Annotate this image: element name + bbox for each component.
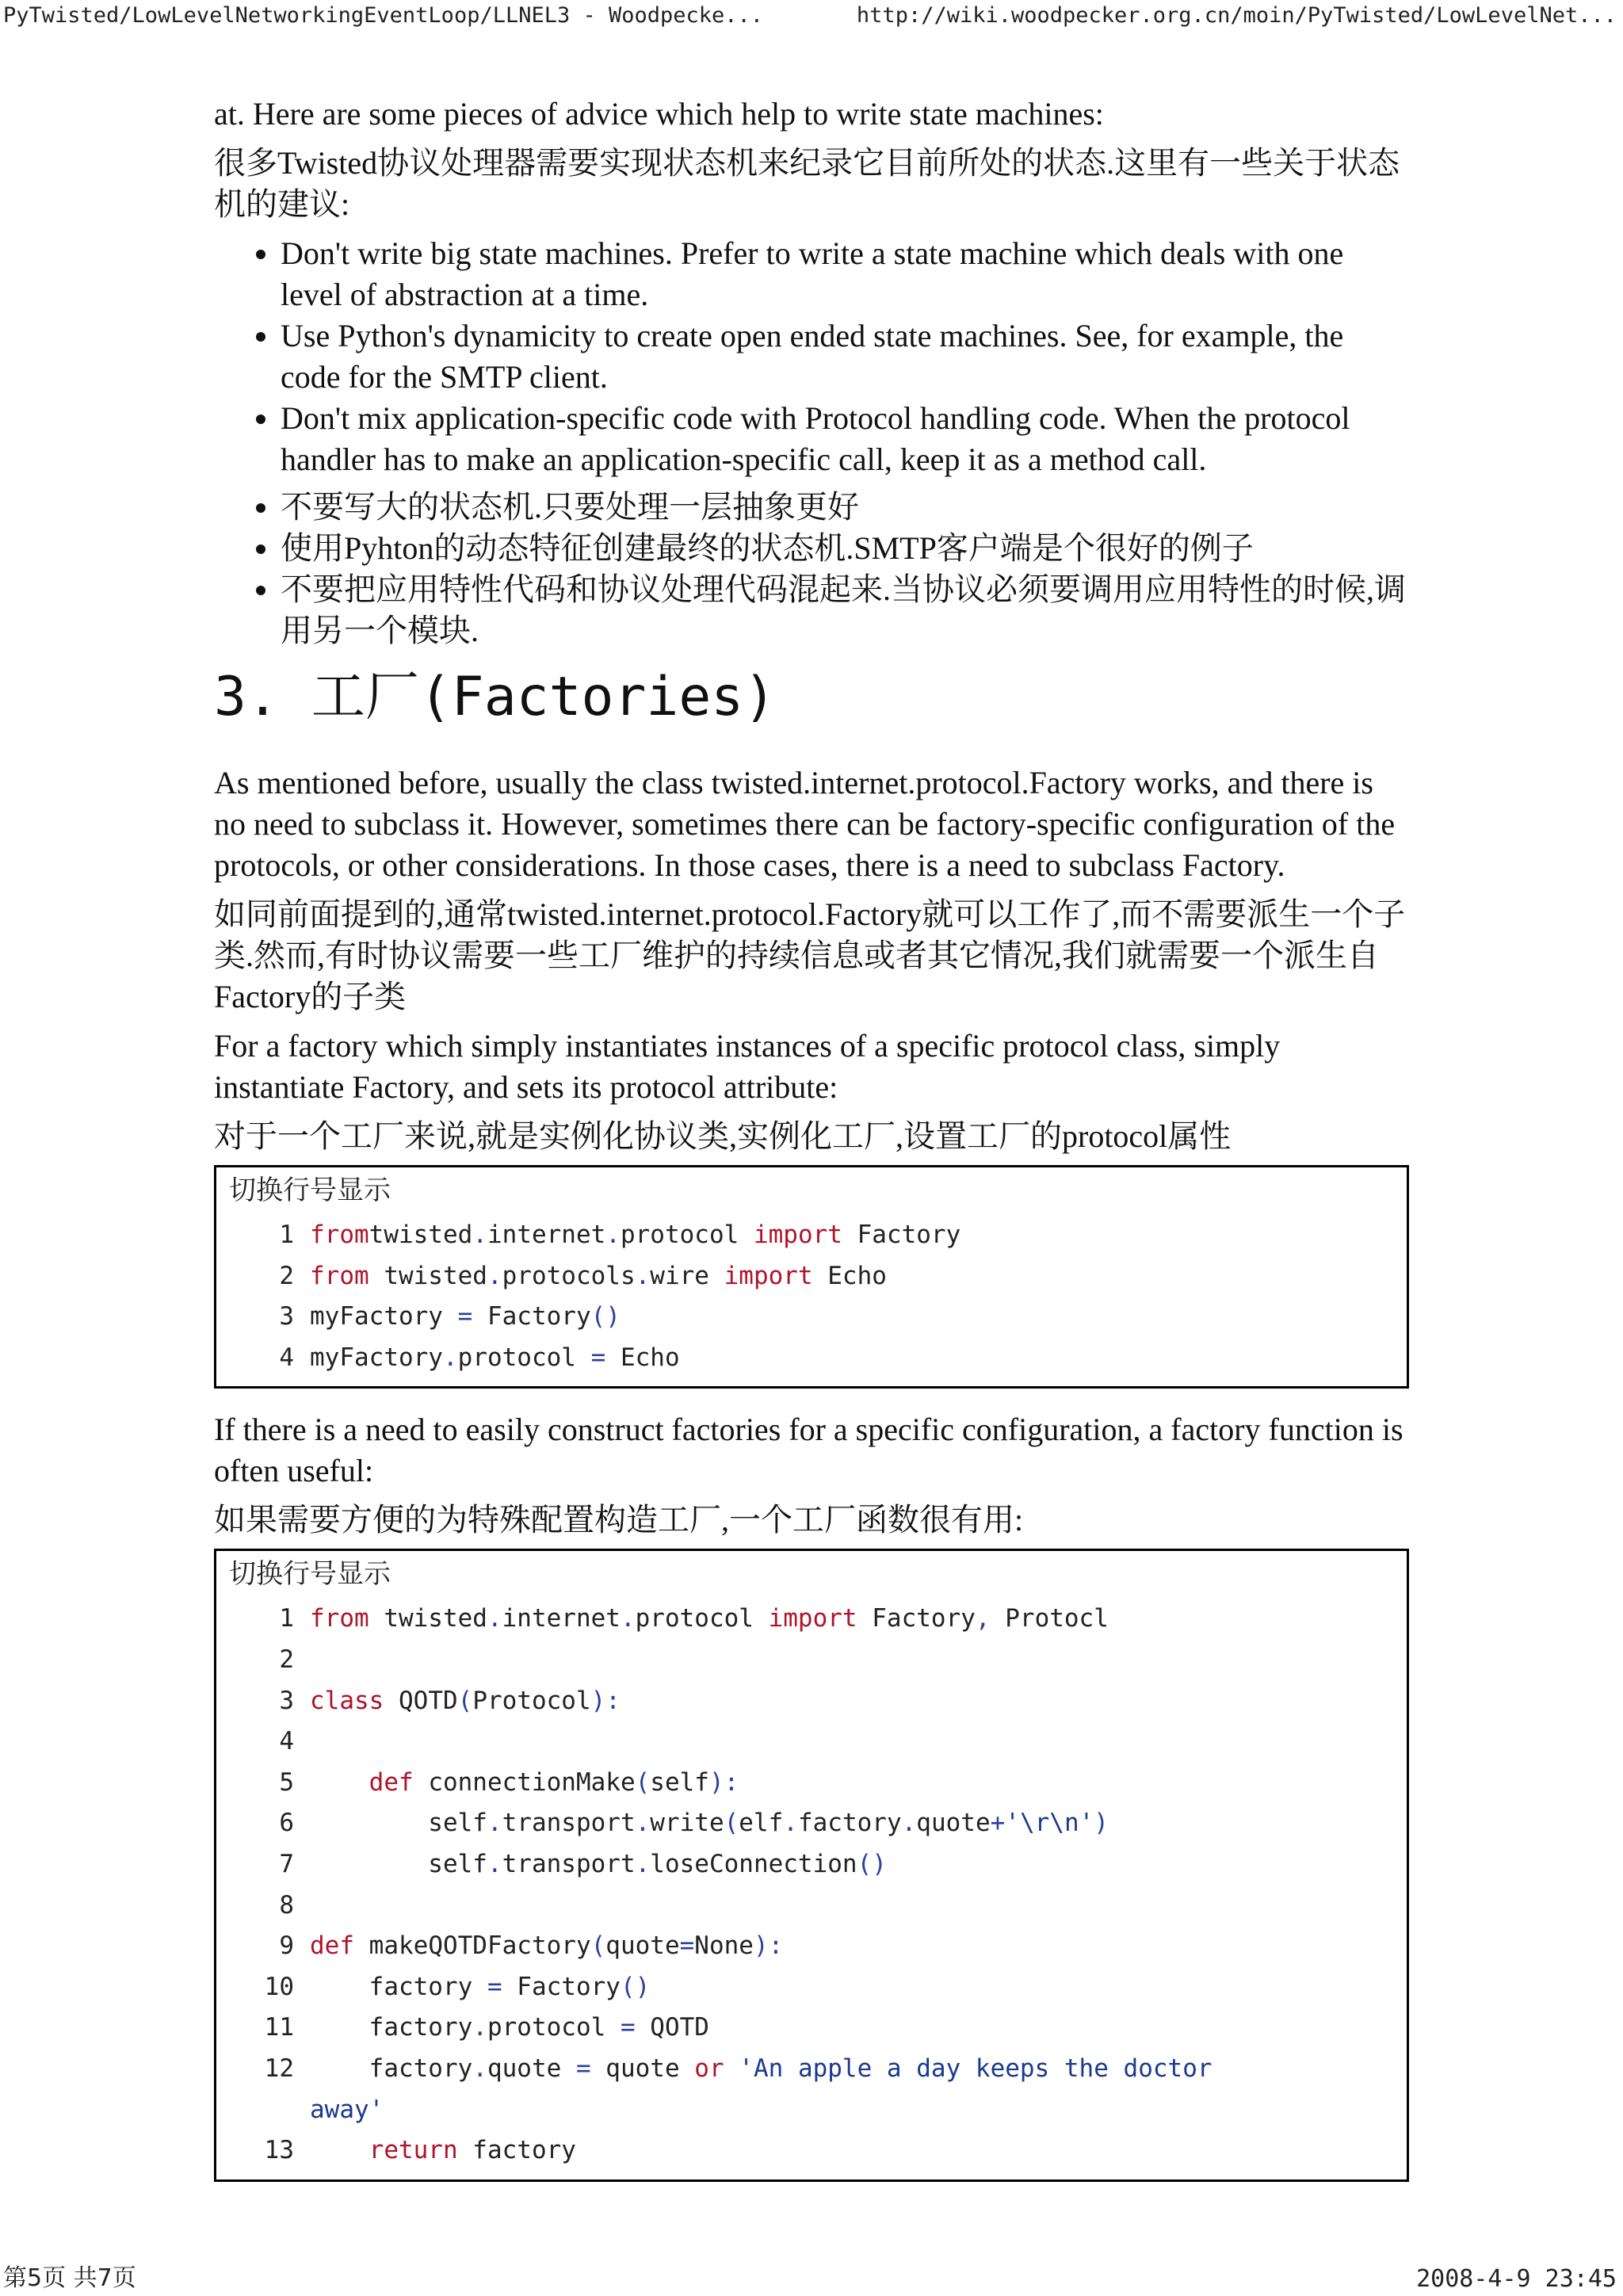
code-token: ( bbox=[590, 1931, 606, 1961]
advice-item-en-3: • Don't mix application-specific code with Protocol handling code. When the protocol handler has to make an application-specific call, keep it as a method call. bbox=[281, 398, 1411, 480]
code-line bbox=[216, 1803, 1407, 1844]
code-block-2 bbox=[214, 1549, 1409, 2181]
code-token: from bbox=[310, 1604, 369, 1633]
code-token: away' bbox=[310, 2095, 384, 2124]
code-token: () bbox=[857, 1849, 887, 1878]
line-number: 3 bbox=[279, 1302, 294, 1331]
code-token: import bbox=[768, 1604, 857, 1633]
code-token: . bbox=[605, 1221, 621, 1249]
code-token: Factory bbox=[857, 1604, 976, 1633]
code-token: protocol bbox=[487, 2013, 621, 2042]
code-token: Protocol bbox=[472, 1686, 591, 1715]
code-token: Protocl bbox=[990, 1604, 1109, 1633]
code-token: Factory bbox=[472, 1302, 591, 1331]
line-number: 10 bbox=[264, 1972, 294, 2001]
factory-para-english: As mentioned before, usually the class twisted.internet.protocol.Factory works, and there is no need to subclass it. However, sometimes there can be factory-specific configuration of the protocols, or other considerations. In those cases, there is a need to subclass Factory. bbox=[214, 765, 1396, 883]
line-number: 6 bbox=[279, 1809, 294, 1838]
advice-list-english bbox=[214, 233, 1411, 480]
code-token: elf bbox=[739, 1809, 784, 1838]
code-token: loseConnection bbox=[650, 1849, 857, 1878]
line-number: 11 bbox=[264, 2013, 294, 2042]
code-token: None bbox=[694, 1931, 754, 1961]
line-number: 2 bbox=[279, 1261, 294, 1290]
line-number: 12 bbox=[264, 2053, 294, 2083]
code-token: . bbox=[442, 1343, 458, 1372]
code-token: . bbox=[901, 1809, 917, 1838]
line-number: 4 bbox=[279, 1343, 294, 1372]
advice-item-en-1: • Don't write big state machines. Prefer to write a state machine which deals with one level of abstraction at a time. bbox=[281, 233, 1411, 315]
code-token: = bbox=[575, 2053, 591, 2083]
code-token: protocols bbox=[502, 1261, 636, 1290]
code-line bbox=[216, 1926, 1407, 1967]
code-lines bbox=[216, 1215, 1407, 1378]
page-header bbox=[0, 3, 1623, 35]
code-token: quote bbox=[487, 2053, 576, 2083]
code-token: transport bbox=[502, 1809, 636, 1838]
code-line bbox=[216, 2049, 1407, 2090]
code-token: ( bbox=[724, 1809, 739, 1838]
code-token: myFactory bbox=[310, 1302, 458, 1331]
advice-item-zh-1: • 不要写大的状态机.只要处理一层抽象更好 bbox=[281, 487, 1411, 528]
line-number: 8 bbox=[279, 1890, 294, 1920]
code-token: protocol bbox=[635, 1604, 769, 1633]
toggle-line-numbers-link[interactable]: 切换行号显示 bbox=[229, 1175, 391, 1206]
code-token: quote bbox=[916, 1809, 991, 1838]
code-token: import bbox=[753, 1221, 842, 1249]
code-token: ): bbox=[708, 1767, 739, 1797]
code-token: . bbox=[487, 1261, 502, 1290]
code-token: Echo bbox=[605, 1343, 680, 1372]
code-token: . bbox=[487, 1604, 502, 1633]
config-para-english: If there is a need to easily construct factories for a specific configuration, a factory function is often useful: bbox=[214, 1412, 1403, 1489]
code-token: QOTD bbox=[384, 1686, 458, 1715]
line-number: 1 bbox=[279, 1221, 294, 1249]
code-token: ( bbox=[457, 1686, 473, 1715]
code-line bbox=[216, 1640, 1407, 1681]
code-token: factory bbox=[310, 1972, 487, 2001]
code-line bbox=[216, 1967, 1407, 2008]
header-page-title: PyTwisted/LowLevelNetworkingEventLoop/LLNEL3 - Woodpecke... bbox=[3, 3, 764, 28]
code-line bbox=[216, 1844, 1407, 1885]
code-token: protocol bbox=[620, 1221, 754, 1249]
code-token: or bbox=[694, 2053, 724, 2083]
code-token: quote bbox=[605, 1931, 680, 1961]
toggle-line-numbers-link[interactable]: 切换行号显示 bbox=[229, 1558, 391, 1591]
code-token: connectionMake bbox=[413, 1767, 636, 1797]
code-token: , bbox=[975, 1604, 991, 1633]
line-number: 7 bbox=[279, 1849, 294, 1878]
code-token: self bbox=[310, 1809, 487, 1838]
code-token: + bbox=[990, 1809, 1006, 1838]
factory-para-chinese: 如同前面提到的,通常twisted.internet.protocol.Factory就可以工作了,而不需要派生一个子类.然而,有时协议需要一些工厂维护的持续信息或者其它情况,我们就需要一个派生自Factory的子类 bbox=[214, 896, 1406, 1014]
code-token: factory bbox=[457, 2136, 576, 2165]
code-token: quote bbox=[590, 2053, 695, 2083]
code-token: Echo bbox=[812, 1261, 887, 1290]
code-line bbox=[216, 1721, 1407, 1763]
code-token: . bbox=[635, 1809, 651, 1838]
line-number: 2 bbox=[279, 1645, 294, 1674]
code-token: class bbox=[310, 1686, 384, 1715]
code-token: ( bbox=[635, 1767, 651, 1797]
code-token: = bbox=[679, 1931, 695, 1961]
advice-item-zh-3: • 不要把应用特性代码和协议处理代码混起来.当协议必须要调用应用特性的时候,调用另一个模块. bbox=[281, 569, 1411, 651]
code-token: twisted bbox=[369, 1261, 487, 1290]
code-token: ): bbox=[753, 1931, 784, 1961]
code-token: protocol bbox=[457, 1343, 591, 1372]
code-token: . bbox=[472, 2013, 487, 2042]
code-lines bbox=[216, 1599, 1407, 2171]
code-token bbox=[310, 1768, 369, 1797]
code-token: twisted bbox=[369, 1604, 487, 1633]
code-line bbox=[216, 1885, 1407, 1927]
code-token: Factory bbox=[502, 1972, 621, 2001]
code-token: from bbox=[310, 1221, 369, 1249]
intro-chinese: 很多Twisted协议处理器需要实现状态机来纪录它目前所处的状态.这里有一些关于状态机的建议: bbox=[214, 145, 1400, 222]
code-token: write bbox=[650, 1809, 724, 1838]
code-line bbox=[216, 1256, 1407, 1297]
code-token: . bbox=[472, 1221, 487, 1249]
code-token: QOTD bbox=[635, 2013, 709, 2042]
code-line bbox=[216, 1338, 1407, 1379]
line-number: 5 bbox=[279, 1767, 294, 1797]
advice-list-chinese bbox=[214, 487, 1411, 651]
code-token: ): bbox=[590, 1686, 621, 1715]
code-token: 'An apple a day keeps the doctor bbox=[724, 2053, 1212, 2083]
code-line bbox=[216, 1763, 1407, 1804]
line-number: 3 bbox=[279, 1686, 294, 1715]
code-token: () bbox=[590, 1302, 621, 1331]
code-token bbox=[310, 2136, 369, 2164]
code-token: . bbox=[472, 2053, 487, 2083]
code-token: = bbox=[590, 1343, 606, 1372]
header-url: http://wiki.woodpecker.org.cn/moin/PyTwisted/LowLevelNet... bbox=[856, 3, 1617, 28]
code-token: factory bbox=[797, 1809, 902, 1838]
code-token: factory bbox=[310, 2013, 473, 2042]
line-number: 9 bbox=[279, 1931, 294, 1961]
code-token: transport bbox=[502, 1849, 636, 1878]
code-token: wire bbox=[650, 1261, 724, 1290]
code-line bbox=[216, 1599, 1407, 1640]
code-token: '\r\n' bbox=[1005, 1809, 1094, 1838]
code-token: twisted bbox=[369, 1221, 473, 1249]
code-token: = bbox=[487, 1972, 502, 2001]
code-token: import bbox=[724, 1261, 813, 1290]
code-token: . bbox=[635, 1261, 651, 1290]
line-number: 1 bbox=[279, 1604, 294, 1633]
code-token: ) bbox=[1094, 1809, 1109, 1838]
section-heading: 3. 工厂(Factories) bbox=[214, 666, 777, 728]
page-number: 第5页 共7页 bbox=[3, 2264, 136, 2292]
code-token: internet bbox=[487, 1221, 606, 1249]
code-token: . bbox=[487, 1809, 502, 1838]
code-line bbox=[216, 1681, 1407, 1722]
code-token: = bbox=[620, 2013, 636, 2042]
code-token: makeQOTDFactory bbox=[354, 1931, 591, 1961]
code-line bbox=[216, 1215, 1407, 1256]
line-number: 13 bbox=[264, 2136, 294, 2165]
code-line bbox=[216, 2008, 1407, 2049]
code-token: from bbox=[310, 1261, 369, 1290]
code-token: def bbox=[369, 1767, 414, 1797]
code-token: return bbox=[369, 2136, 458, 2165]
code-token: self bbox=[310, 1849, 487, 1878]
advice-item-zh-2: • 使用Pyhton的动态特征创建最终的状态机.SMTP客户端是个很好的例子 bbox=[281, 528, 1411, 569]
page-footer bbox=[0, 2261, 1623, 2293]
code-token: internet bbox=[502, 1604, 621, 1633]
code-token: myFactory bbox=[310, 1343, 443, 1372]
advice-item-en-2: • Use Python's dynamicity to create open ended state machines. See, for example, the code for the SMTP client. bbox=[281, 315, 1411, 398]
print-datetime: 2008-4-9 23:45 bbox=[1416, 2265, 1617, 2293]
code-token: () bbox=[620, 1972, 651, 2001]
code-block-1 bbox=[214, 1165, 1409, 1389]
code-token: self bbox=[650, 1767, 709, 1797]
code-line bbox=[216, 2090, 1407, 2131]
simple-factory-para-chinese: 对于一个工厂来说,就是实例化协议类,实例化工厂,设置工厂的protocol属性 bbox=[214, 1118, 1232, 1154]
code-token: = bbox=[457, 1302, 473, 1331]
code-line bbox=[216, 2130, 1407, 2172]
intro-english: at. Here are some pieces of advice which help to write state machines: bbox=[214, 96, 1104, 132]
code-token: . bbox=[620, 1604, 636, 1633]
config-para-chinese: 如果需要方便的为特殊配置构造工厂,一个工厂函数很有用: bbox=[214, 1502, 1024, 1538]
article-content bbox=[214, 94, 1411, 2202]
code-token: . bbox=[635, 1849, 651, 1878]
code-token: Factory bbox=[842, 1221, 961, 1249]
code-line bbox=[216, 1297, 1407, 1338]
line-number: 4 bbox=[279, 1727, 294, 1756]
code-token: . bbox=[487, 1849, 502, 1878]
simple-factory-para-english: For a factory which simply instantiates instances of a specific protocol class, simply instantiate Factory, and sets its protocol attribute: bbox=[214, 1028, 1281, 1105]
code-token: def bbox=[310, 1931, 354, 1961]
code-token: factory bbox=[310, 2053, 473, 2083]
code-token: . bbox=[783, 1809, 798, 1838]
